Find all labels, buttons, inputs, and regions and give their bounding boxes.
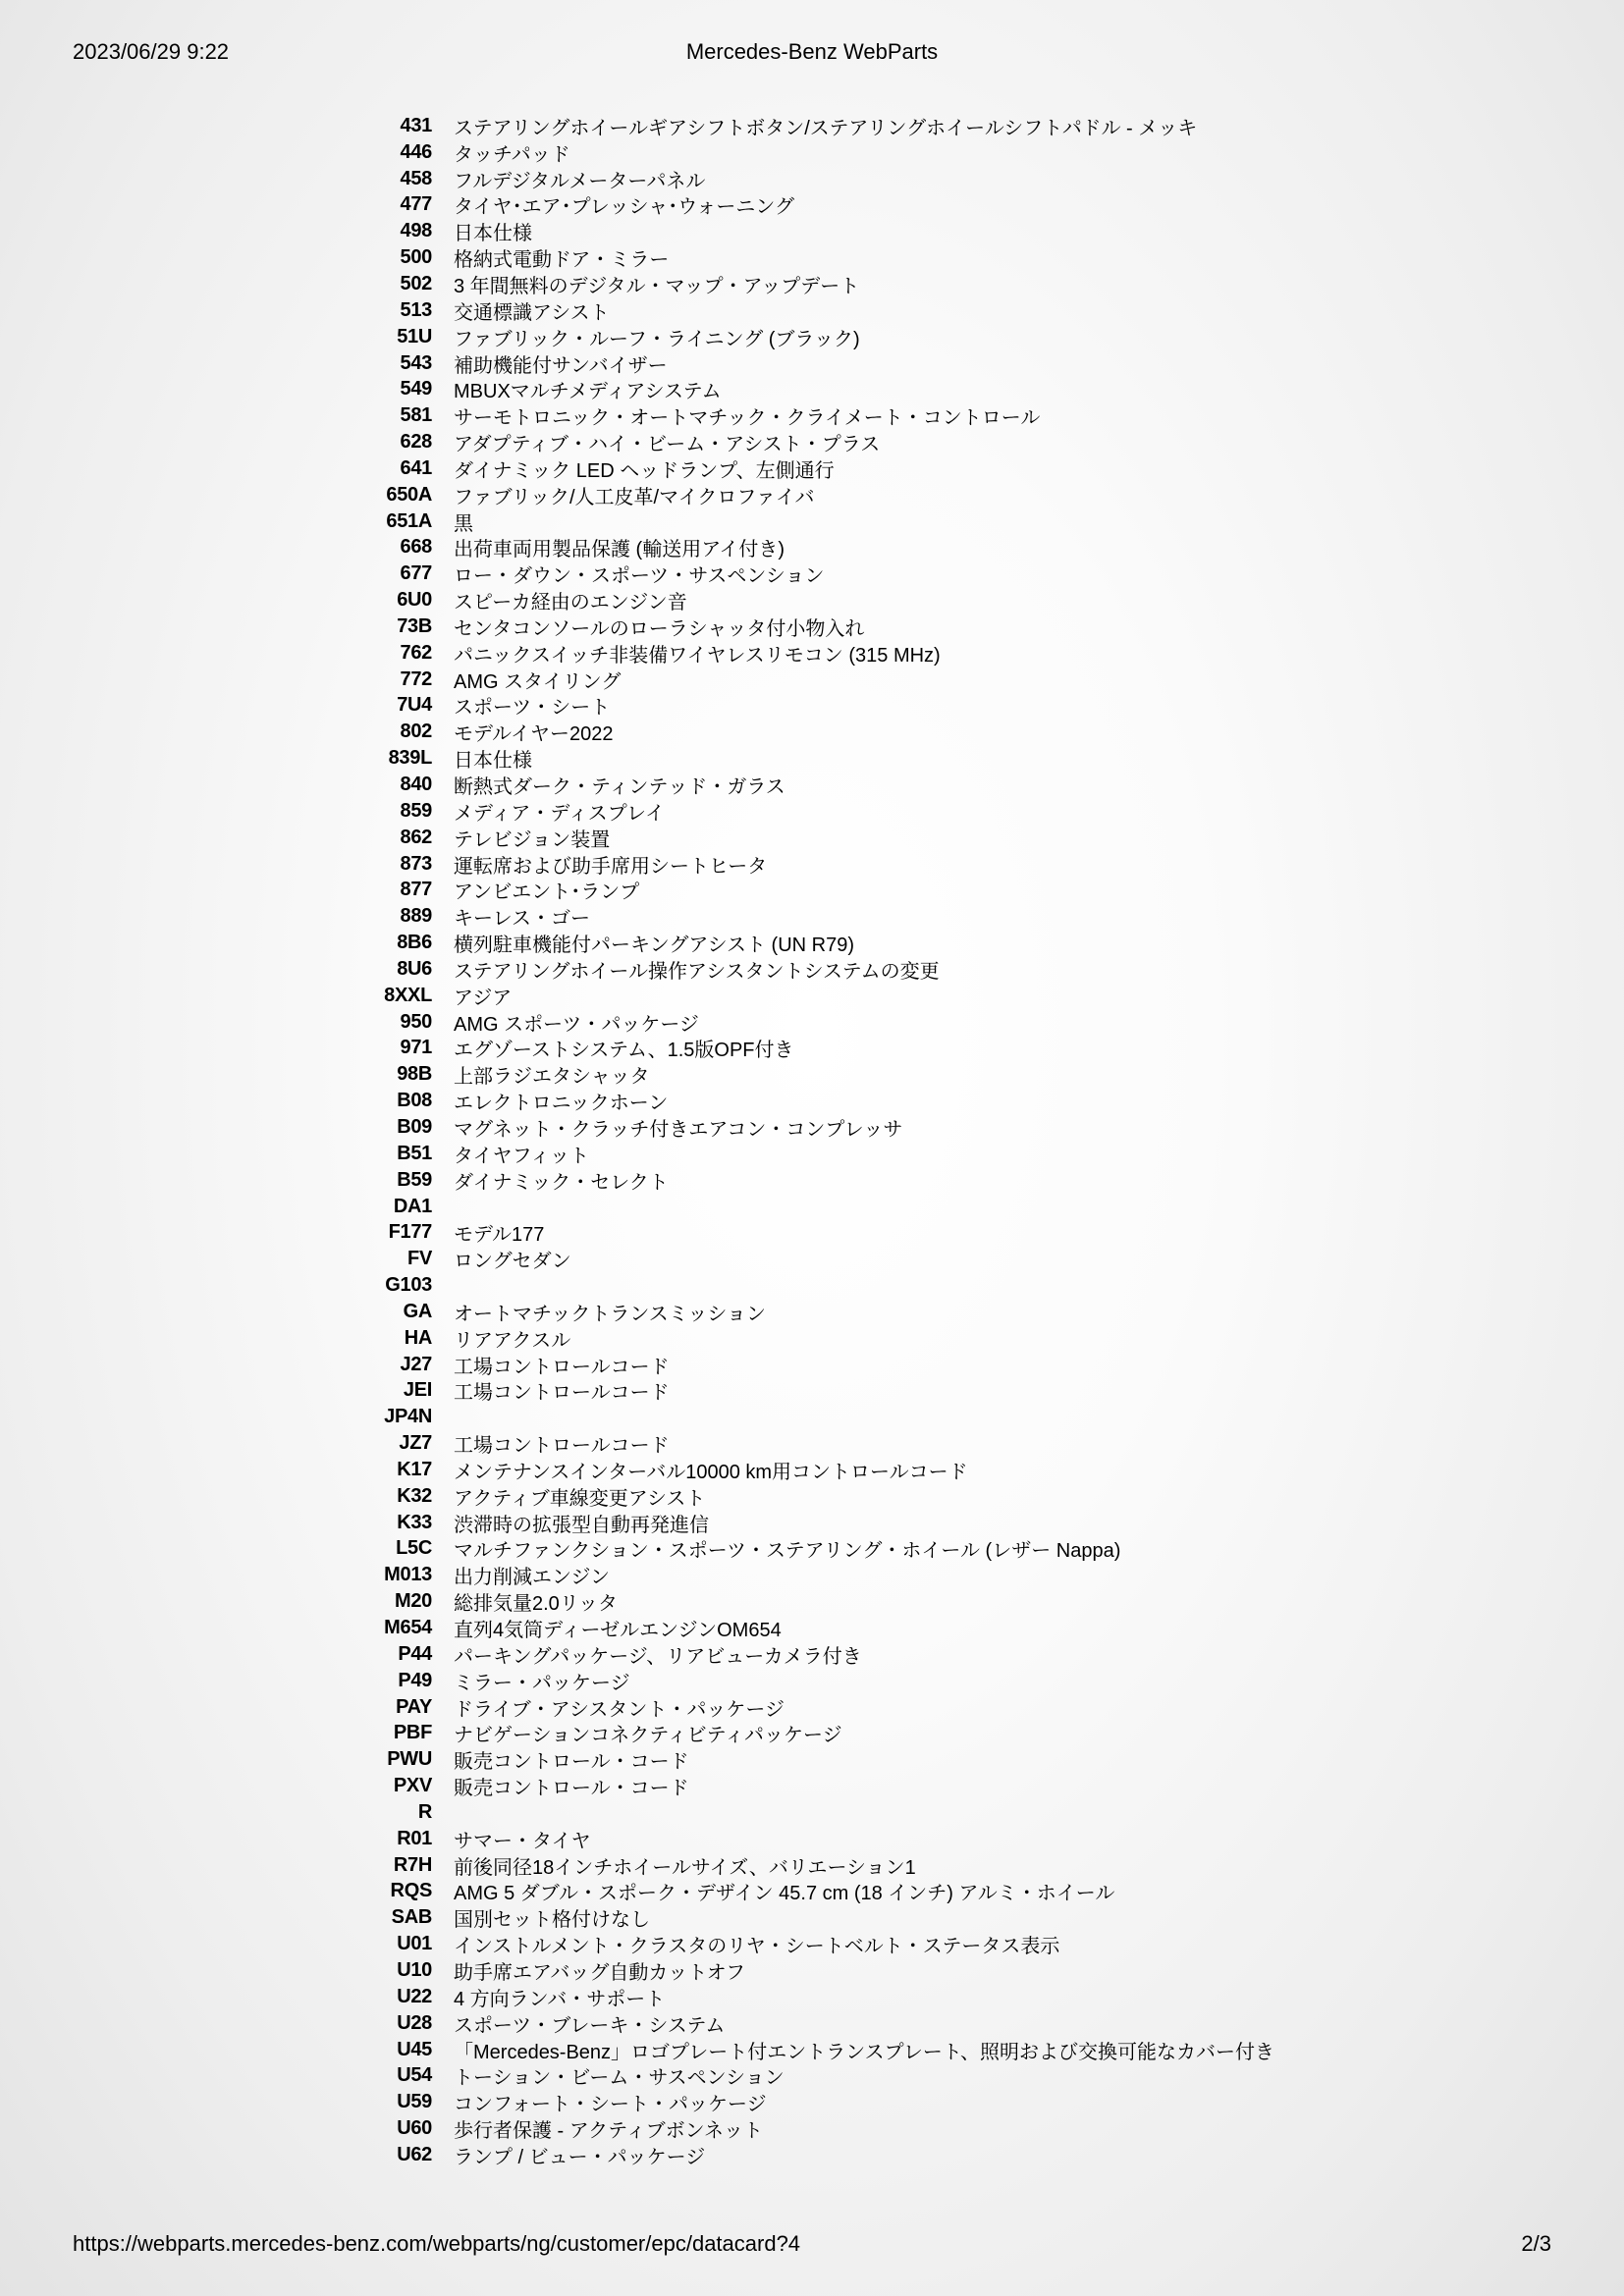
option-code: 840 <box>400 774 432 796</box>
option-description: ロー・ダウン・スポーツ・サスペンション <box>454 565 825 588</box>
option-description: エグゾーストシステム、1.5版OPF付き <box>454 1040 794 1062</box>
option-description: エレクトロニックホーン <box>454 1093 669 1115</box>
option-row <box>353 113 1274 139</box>
option-description: 前後同径18インチホイールサイズ、バリエーション1 <box>454 1856 916 1879</box>
option-row <box>353 1746 1274 1773</box>
option-code: 950 <box>400 1010 432 1033</box>
option-code: 6U0 <box>397 589 432 612</box>
option-row <box>353 244 1274 271</box>
option-code: JZ7 <box>399 1432 432 1455</box>
option-code: K33 <box>397 1511 432 1533</box>
option-code: U28 <box>397 2011 432 2034</box>
option-code: R <box>417 1800 432 1823</box>
option-code: 543 <box>400 351 432 374</box>
option-description: ロングセダン <box>454 1251 571 1273</box>
option-code: 802 <box>400 721 432 743</box>
option-row <box>353 402 1274 429</box>
option-code: P49 <box>398 1669 432 1691</box>
option-description: 交通標識アシスト <box>454 301 610 324</box>
option-code: K32 <box>397 1484 432 1507</box>
option-row <box>353 192 1274 219</box>
option-row <box>353 376 1274 402</box>
option-code: 628 <box>400 431 432 454</box>
option-row <box>353 1167 1274 1194</box>
option-code: U22 <box>397 1985 432 2007</box>
option-description: 出力削減エンジン <box>454 1567 610 1589</box>
option-code: 458 <box>400 167 432 189</box>
option-row <box>353 1457 1274 1483</box>
option-row <box>353 1352 1274 1378</box>
option-row <box>353 877 1274 903</box>
option-row <box>353 482 1274 508</box>
option-description: メンテナンスインターバル10000 km用コントロールコード <box>454 1461 968 1483</box>
option-code: U54 <box>397 2064 432 2087</box>
option-code: PAY <box>396 1695 432 1718</box>
option-description: 運転席および助手席用シートヒータ <box>454 855 768 878</box>
option-description: 「Mercedes-Benz」ロゴプレート付エントランスプレート、照明および交換可能なカバー付き <box>454 2041 1275 2063</box>
option-code: 8U6 <box>397 957 432 980</box>
option-code: 500 <box>400 246 432 269</box>
option-description: マグネット・クラッチ付きエアコン・コンプレッサ <box>454 1118 903 1141</box>
option-code: 668 <box>400 536 432 559</box>
option-row <box>353 1694 1274 1721</box>
option-code: 549 <box>400 378 432 400</box>
option-description: 渋滞時の拡張型自動再発進信 <box>454 1514 709 1536</box>
option-code: PWU <box>387 1748 432 1771</box>
option-row <box>353 2142 1274 2168</box>
option-row <box>353 561 1274 587</box>
option-row <box>353 1325 1274 1352</box>
option-description: 格納式電動ドア・ミラー <box>454 249 670 272</box>
option-row <box>353 1826 1274 1852</box>
option-description: アクティブ車線変更アシスト <box>454 1487 706 1510</box>
option-code: B08 <box>397 1090 432 1112</box>
option-code: B09 <box>397 1115 432 1138</box>
option-description: AMG スポーツ・パッケージ <box>454 1013 699 1036</box>
option-description: 出荷車両用製品保護 (輸送用アイ付き) <box>454 539 785 561</box>
option-code: 971 <box>400 1037 432 1059</box>
option-code: F177 <box>388 1221 432 1244</box>
option-row <box>353 930 1274 956</box>
option-code: 677 <box>400 562 432 585</box>
option-row <box>353 1720 1274 1746</box>
page-title: Mercedes-Benz WebParts <box>685 39 939 64</box>
option-code: GA <box>403 1300 432 1322</box>
option-description: 工場コントロールコード <box>454 1356 670 1378</box>
option-row <box>353 1404 1274 1430</box>
option-code: L5C <box>396 1537 432 1560</box>
option-code: 839L <box>388 747 432 770</box>
option-description: トーション・ビーム・サスペンション <box>454 2067 785 2090</box>
option-code: 98B <box>397 1063 432 1086</box>
option-row <box>353 166 1274 192</box>
option-code: 7U4 <box>397 694 432 717</box>
option-row <box>353 1510 1274 1536</box>
option-description: 歩行者保護 - アクティブボンネット <box>454 2120 763 2143</box>
option-row <box>353 1061 1274 1088</box>
option-row <box>353 1668 1274 1694</box>
option-code: U10 <box>397 1958 432 1981</box>
option-description: リアアクスル <box>454 1329 571 1352</box>
option-row <box>353 350 1274 377</box>
option-row <box>353 324 1274 350</box>
option-row <box>353 745 1274 772</box>
option-row <box>353 1641 1274 1668</box>
option-row <box>353 1773 1274 1799</box>
option-row <box>353 667 1274 693</box>
option-description: サマー・タイヤ <box>454 1830 591 1852</box>
option-description: 販売コントロール・コード <box>454 1751 689 1774</box>
option-code: M013 <box>384 1564 432 1586</box>
option-description: サーモトロニック・オートマチック・クライメート・コントロール <box>454 407 1041 430</box>
option-row <box>353 825 1274 851</box>
option-description: 販売コントロール・コード <box>454 1778 689 1800</box>
option-row <box>353 2115 1274 2142</box>
option-row <box>353 1272 1274 1299</box>
option-row <box>353 1430 1274 1457</box>
option-description: ステアリングホイール操作アシスタントシステムの変更 <box>454 960 940 983</box>
option-description: 総排気量2.0リッタ <box>454 1593 619 1616</box>
option-code: U59 <box>397 2091 432 2113</box>
option-code: RQS <box>390 1880 432 1902</box>
option-code: JP4N <box>384 1406 432 1428</box>
option-description: ミラー・パッケージ <box>454 1672 630 1694</box>
option-row <box>353 1088 1274 1114</box>
option-row <box>353 1615 1274 1641</box>
option-code: 498 <box>400 220 432 242</box>
option-row <box>353 1957 1274 1984</box>
option-code: 8XXL <box>384 984 432 1006</box>
option-code: 862 <box>400 826 432 848</box>
option-code: U01 <box>397 1933 432 1955</box>
option-description: ランプ / ビュー・パッケージ <box>454 2146 706 2168</box>
option-description: ナビゲーションコネクティビティパッケージ <box>454 1725 842 1747</box>
option-description: 補助機能付サンバイザー <box>454 354 668 377</box>
option-code: B51 <box>397 1142 432 1164</box>
option-description: 工場コントロールコード <box>454 1435 670 1458</box>
option-description: モデル177 <box>454 1224 545 1247</box>
option-description: AMG スタイリング <box>454 670 622 693</box>
option-description: ステアリングホイールギアシフトボタン/ステアリングホイールシフトパドル - メッキ <box>454 117 1198 139</box>
option-row <box>353 1536 1274 1563</box>
option-row <box>353 1799 1274 1826</box>
option-row <box>353 1852 1274 1879</box>
option-description: 3 年間無料のデジタル・マップ・アップデート <box>454 275 860 297</box>
option-row <box>353 851 1274 878</box>
option-code: 73B <box>397 614 432 637</box>
option-code: FV <box>407 1248 432 1270</box>
option-code: 772 <box>400 667 432 690</box>
option-code: M20 <box>394 1590 432 1613</box>
option-description: 日本仕様 <box>454 223 532 245</box>
option-description: マルチファンクション・スポーツ・ステアリング・ホイール (レザー Nappa) <box>454 1540 1121 1563</box>
option-description: アダプティブ・ハイ・ビーム・アシスト・プラス <box>454 434 881 456</box>
option-row <box>353 218 1274 244</box>
option-row <box>353 1036 1274 1062</box>
option-row <box>353 139 1274 166</box>
option-code: 762 <box>400 641 432 664</box>
option-code: 431 <box>400 114 432 136</box>
option-row <box>353 297 1274 324</box>
option-code: 877 <box>400 879 432 901</box>
option-row <box>353 587 1274 614</box>
option-description: パニックスイッチ非装備ワイヤレスリモコン (315 MHz) <box>454 644 941 667</box>
option-row <box>353 719 1274 745</box>
option-code: B59 <box>397 1168 432 1191</box>
option-description: フルデジタルメーターパネル <box>454 170 706 192</box>
page-number: 2/3 <box>1521 2231 1551 2256</box>
option-description: ドライブ・アシスタント・パッケージ <box>454 1698 785 1721</box>
option-row <box>353 2010 1274 2037</box>
option-code: 889 <box>400 905 432 928</box>
option-row <box>353 1562 1274 1588</box>
option-row <box>353 271 1274 297</box>
option-row <box>353 455 1274 482</box>
option-description: AMG 5 ダブル・スポーク・デザイン 45.7 cm (18 インチ) アルミ・ホイール <box>454 1883 1115 1905</box>
option-row <box>353 1114 1274 1141</box>
option-description: モデルイヤー2022 <box>454 723 614 746</box>
option-row <box>353 2062 1274 2089</box>
option-description: ダイナミック・セレクト <box>454 1171 669 1194</box>
option-row <box>353 508 1274 535</box>
option-code: 477 <box>400 193 432 216</box>
option-code: 641 <box>400 456 432 479</box>
option-description: 4 方向ランバ・サポート <box>454 1988 666 2010</box>
option-row <box>353 772 1274 798</box>
option-row <box>353 956 1274 983</box>
option-code: DA1 <box>393 1195 432 1217</box>
option-row <box>353 1141 1274 1167</box>
option-description: 日本仕様 <box>454 750 532 773</box>
option-code: 581 <box>400 404 432 427</box>
option-code: 651A <box>386 509 432 532</box>
option-description: キーレス・ゴー <box>454 908 590 931</box>
option-description: スポーツ・ブレーキ・システム <box>454 2014 726 2037</box>
option-row <box>353 429 1274 455</box>
option-code: PXV <box>393 1775 432 1797</box>
option-code-list <box>353 113 1274 2168</box>
option-code: J27 <box>400 1353 432 1375</box>
option-row <box>353 1879 1274 1905</box>
print-datetime: 2023/06/29 9:22 <box>73 39 230 64</box>
option-description: 断熱式ダーク・ティンテッド・ガラス <box>454 776 785 799</box>
option-code: U62 <box>397 2143 432 2165</box>
option-description: 黒 <box>454 512 473 535</box>
option-row <box>353 1299 1274 1325</box>
option-row <box>353 693 1274 720</box>
option-row <box>353 1931 1274 1957</box>
option-code: R7H <box>393 1853 432 1876</box>
option-description: MBUXマルチメディアシステム <box>454 381 722 403</box>
option-row <box>353 1483 1274 1510</box>
option-code: JEI <box>403 1379 432 1402</box>
option-code: 51U <box>397 325 432 347</box>
option-row <box>353 1009 1274 1036</box>
option-description: 国別セット格付けなし <box>454 1909 650 1932</box>
option-description: オートマチックトランスミッション <box>454 1303 766 1325</box>
option-description: 助手席エアバッグ自動カットオフ <box>454 1961 745 1984</box>
option-code: R01 <box>397 1827 432 1849</box>
option-description: メディア・ディスプレイ <box>454 802 665 825</box>
option-row <box>353 983 1274 1009</box>
option-row <box>353 1588 1274 1615</box>
option-code: G103 <box>385 1274 432 1297</box>
option-description: ダイナミック LED ヘッドランプ、左側通行 <box>454 459 835 482</box>
option-code: 502 <box>400 272 432 294</box>
option-row <box>353 1246 1274 1272</box>
option-description: スポーツ・シート <box>454 697 611 720</box>
option-description: アジア <box>454 987 513 1009</box>
option-row <box>353 903 1274 930</box>
option-row <box>353 2089 1274 2115</box>
option-description: 横列駐車機能付パーキングアシスト (UN R79) <box>454 934 855 957</box>
option-row <box>353 1904 1274 1931</box>
option-row <box>353 2037 1274 2063</box>
option-code: 446 <box>400 140 432 163</box>
option-row <box>353 614 1274 640</box>
option-row <box>353 640 1274 667</box>
option-description: ファブリック・ルーフ・ライニング (ブラック) <box>454 328 860 350</box>
option-code: M654 <box>384 1617 432 1639</box>
option-description: インストルメント・クラスタのリヤ・シートベルト・ステータス表示 <box>454 1936 1060 1958</box>
option-code: P44 <box>398 1642 432 1665</box>
option-description: スピーカ経由のエンジン音 <box>454 592 687 614</box>
option-code: 650A <box>386 483 432 506</box>
source-url: https://webparts.mercedes-benz.com/webparts/ng/customer/epc/datacard?4 <box>73 2231 801 2256</box>
option-description: コンフォート・シート・パッケージ <box>454 2094 767 2116</box>
option-code: PBF <box>393 1722 432 1744</box>
option-row <box>353 1984 1274 2010</box>
option-description: ファブリック/人工皮革/マイクロファイバ <box>454 486 815 508</box>
option-description: タイヤ･エア･プレッシャ･ウォーニング <box>454 196 794 219</box>
option-description: センタコンソールのローラシャッタ付小物入れ <box>454 617 865 640</box>
option-description: テレビジョン装置 <box>454 828 611 851</box>
option-description: 工場コントロールコード <box>454 1382 670 1405</box>
option-row <box>353 535 1274 561</box>
option-description: アンビエント･ランプ <box>454 881 640 904</box>
option-code: 873 <box>400 852 432 875</box>
option-code: HA <box>404 1326 432 1349</box>
option-description: タイヤフィット <box>454 1145 589 1167</box>
option-code: 859 <box>400 799 432 822</box>
option-code: 8B6 <box>397 932 432 954</box>
option-row <box>353 1219 1274 1246</box>
option-code: U60 <box>397 2117 432 2140</box>
option-description: 直列4気筒ディーゼルエンジンOM654 <box>454 1620 782 1642</box>
option-code: K17 <box>397 1458 432 1480</box>
option-code: 513 <box>400 298 432 321</box>
option-row <box>353 1194 1274 1220</box>
option-row <box>353 1378 1274 1405</box>
option-code: SAB <box>391 1906 432 1929</box>
option-description: 上部ラジエタシャッタ <box>454 1066 650 1089</box>
option-description: タッチパッド <box>454 143 570 166</box>
option-row <box>353 798 1274 825</box>
option-description: パーキングパッケージ、リアビューカメラ付き <box>454 1645 862 1668</box>
option-code: U45 <box>397 2038 432 2060</box>
